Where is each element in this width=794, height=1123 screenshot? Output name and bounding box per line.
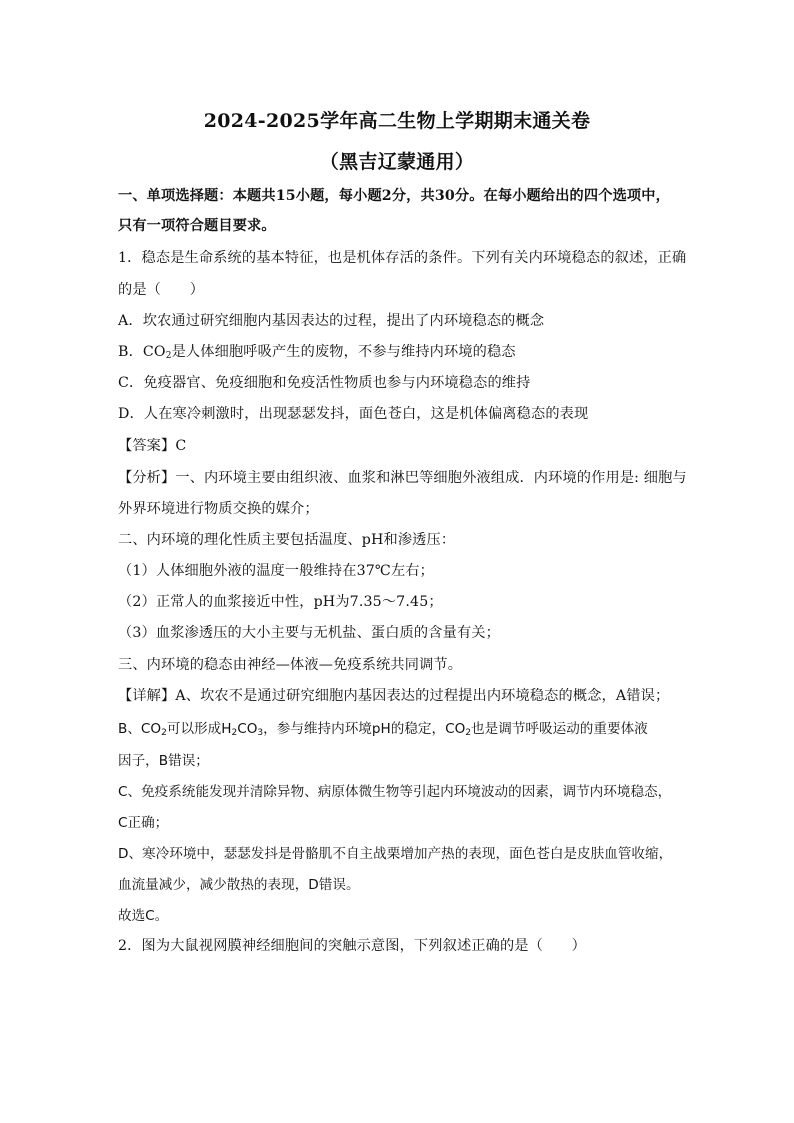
section-instruction-line-2: 只有一项符合题目要求。 <box>118 218 276 234</box>
analysis-line-3: 二、内环境的理化性质主要包括温度、pH和渗透压： <box>118 532 456 548</box>
answer-line: 【答案】C <box>118 438 187 454</box>
analysis-line-2: 外界环境进行物质交换的媒介； <box>118 501 319 517</box>
conclusion-line: 故选C。 <box>118 908 169 924</box>
detail-line-b-cont: 因子，B错误； <box>118 753 209 769</box>
detail-line-d-cont: 血流量减少，减少散热的表现，D错误。 <box>118 877 360 893</box>
detail-line-c-cont: C正确； <box>118 815 169 831</box>
analysis-line-1: 【分析】一、内环境主要由组织液、血浆和淋巴等细胞外液组成．内环境的作用是: 细胞与 <box>118 470 687 486</box>
analysis-line-5: （2）正常人的血浆接近中性，pH为7.35～7.45； <box>118 594 443 610</box>
detail-line-b: B、$CO_2$可以形成$H_2CO_3$，参与维持内环境pH的稳定，$CO_2$也是调节呼吸运动的重要体液 <box>118 721 648 738</box>
question-2-stem: 2．图为大鼠视网膜神经细胞间的突触示意图，下列叙述正确的是（ ） <box>118 938 586 954</box>
question-1-option-d: D．人在寒冷刺激时，出现瑟瑟发抖，面色苍白，这是机体偏离稳态的表现 <box>118 406 589 422</box>
question-1-stem-line-1: 1．稳态是生命系统的基本特征，也是机体存活的条件。下列有关内环境稳态的叙述，正确 <box>118 250 687 266</box>
question-1-stem-line-2: 的是（ ） <box>118 282 205 298</box>
detail-line-c: C、免疫系统能发现并清除异物、病原体微生物等引起内环境波动的因素，调节内环境稳态， <box>118 784 672 800</box>
detail-line-d: D、寒冷环境中，瑟瑟发抖是骨骼肌不自主战栗增加产热的表现，面色苍白是皮肤血管收缩， <box>118 846 673 862</box>
question-1-option-c: C．免疫器官、免疫细胞和免疫活性物质也参与内环境稳态的维持 <box>118 375 531 391</box>
analysis-line-4: （1）人体细胞外液的温度一般维持在37℃左右； <box>118 563 434 579</box>
document-title: 2024-2025学年高二生物上学期期末通关卷 <box>203 110 591 132</box>
section-instruction-line-1: 一、单项选择题：本题共15小题，每小题2分，共30分。在每小题给出的四个选项中， <box>118 188 670 204</box>
analysis-line-7: 三、内环境的稳态由神经—体液—免疫系统共同调节。 <box>118 657 463 673</box>
question-1-option-a: A．坎农通过研究细胞内基因表达的过程，提出了内环境稳态的概念 <box>118 313 545 329</box>
question-1-option-b: B．$CO_2$是人体细胞呼吸产生的废物，不参与维持内环境的稳态 <box>118 344 516 361</box>
detail-line-a: 【详解】A、坎农不是通过研究细胞内基因表达的过程提出内环境稳态的概念，A错误； <box>118 688 670 704</box>
analysis-line-6: （3）血浆渗透压的大小主要与无机盐、蛋白质的含量有关； <box>118 625 500 641</box>
document-subtitle: （黑吉辽蒙通用） <box>319 151 475 173</box>
